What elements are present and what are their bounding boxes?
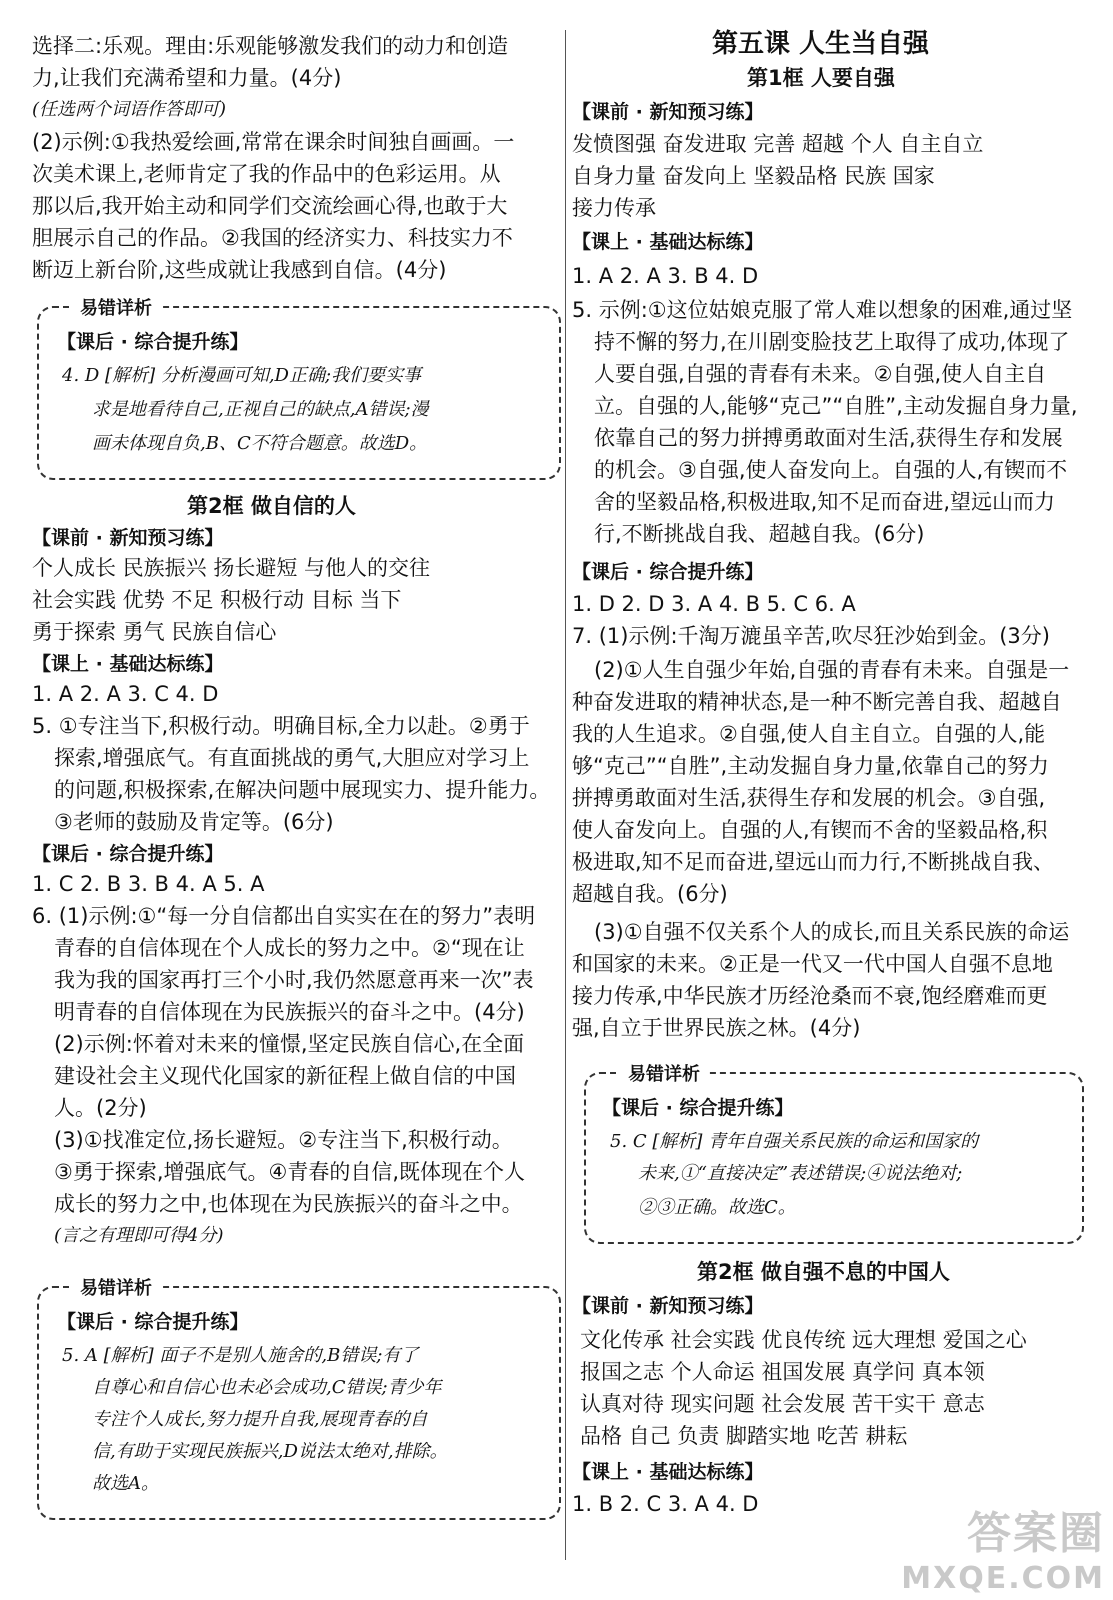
section-label: 【课后 · 综合提升练】 (602, 1097, 794, 1119)
answer-line: 种奋发进取的精神状态,是一种不断完善自我、超越自 (572, 690, 1062, 714)
section-label: 【课前 · 新知预习练】 (572, 1295, 764, 1317)
note-line: (任选两个词语作答即可) (32, 99, 227, 120)
answer-line: 拼搏勇敢面对生活,获得生存和发展的机会。③自强, (572, 786, 1046, 810)
answer-line: 的机会。③自强,使人奋发向上。自强的人,有锲而不 (594, 458, 1068, 482)
answer-line: 够“克己”“自胜”,主动发掘自身力量,依靠自己的努力 (572, 754, 1049, 778)
text-line: 选择二:乐观。理由:乐观能够激发我们的动力和创造 (32, 34, 509, 58)
note-line: (言之有理即可得4分) (54, 1225, 224, 1246)
section-label: 【课后 · 综合提升练】 (32, 843, 224, 865)
analysis-line: 专注个人成长,努力提升自我,展现青春的自 (92, 1409, 428, 1430)
keyword-row: 勇于探索 勇气 民族自信心 (32, 620, 277, 644)
text-line: 力,让我们充满希望和力量。(4分) (32, 66, 342, 90)
answer-line: 明青春的自信体现在为民族振兴的奋斗之中。(4分) (54, 1000, 525, 1024)
keyword-row: 认真对待 现实问题 社会发展 苦干实干 意志 (580, 1392, 985, 1416)
answer-line: 5. 示例:①这位姑娘克服了常人难以想象的困难,通过坚 (572, 298, 1073, 322)
answer-line: (3)①找准定位,扬长避短。②专注当下,积极行动。 (54, 1128, 513, 1152)
answer-line: (3)①自强不仅关系个人的成长,而且关系民族的命运 (594, 920, 1070, 944)
keyword-row: 社会实践 优势 不足 积极行动 目标 当下 (32, 588, 402, 612)
answer-line: ③老师的鼓励及肯定等。(6分) (54, 810, 334, 834)
answer-line: 我为我的国家再打三个小时,我仍然愿意再来一次”表 (54, 968, 534, 992)
section-label: 【课后 · 综合提升练】 (57, 1311, 249, 1333)
keyword-row: 文化传承 社会实践 优良传统 远大理想 爱国之心 (580, 1328, 1027, 1352)
analysis-line: ②③正确。故选C。 (638, 1197, 796, 1218)
section-label: 【课上 · 基础达标练】 (572, 231, 764, 253)
answer-line: 青春的自信体现在个人成长的努力之中。②“现在让 (54, 936, 525, 960)
answer-line: 建设社会主义现代化国家的新征程上做自信的中国 (54, 1064, 516, 1088)
answer-line: 1. A 2. A 3. C 4. D (32, 682, 219, 706)
text-line: (2)示例:①我热爱绘画,常常在课余时间独自画画。一 (32, 130, 515, 154)
answer-line: (2)示例:怀着对未来的憧憬,坚定民族自信心,在全面 (54, 1032, 525, 1056)
analysis-line: 信,有助于实现民族振兴,D说法太绝对,排除。 (92, 1441, 448, 1462)
analysis-line: 5. C [解析] 青年自强关系民族的命运和国家的 (610, 1131, 979, 1152)
answer-line: 1. A 2. A 3. B 4. D (572, 264, 759, 288)
analysis-line: 求是地看待自己,正视自己的缺点,A错误;漫 (92, 399, 429, 420)
text-line: 断迈上新台阶,这些成就让我感到自信。(4分) (32, 258, 447, 282)
answer-line: 1. C 2. B 3. B 4. A 5. A (32, 872, 265, 896)
answer-line: 依靠自己的努力拼搏勇敢面对生活,获得生存和发展 (594, 426, 1063, 450)
section-label: 【课前 · 新知预习练】 (572, 101, 764, 123)
analysis-line: 4. D [解析] 分析漫画可知,D正确;我们要实事 (62, 365, 422, 386)
section-label: 【课后 · 综合提升练】 (57, 331, 249, 353)
analysis-line: 5. A [解析] 面子不是别人施舍的,B错误;有了 (62, 1345, 419, 1366)
keyword-row: 接力传承 (572, 196, 656, 220)
answer-line: (2)①人生自强少年始,自强的青春有未来。自强是一 (594, 658, 1070, 682)
watermark-text: 答案圈 (967, 1508, 1105, 1559)
answer-line: 立。自强的人,能够“克己”“自胜”,主动发掘自身力量, (594, 394, 1078, 418)
answer-line: 接力传承,中华民族才历经沧桑而不衰,饱经磨难而更 (572, 984, 1048, 1008)
answer-line: 极进取,知不足而奋进,望远山而力行,不断挑战自我、 (572, 850, 1055, 874)
watermark (901, 1497, 1105, 1596)
analysis-line: 未来,①“直接决定”表述错误;④说法绝对; (638, 1163, 963, 1184)
answer-line: 和国家的未来。②正是一代又一代中国人自强不息地 (572, 952, 1053, 976)
section-label: 【课上 · 基础达标练】 (572, 1461, 764, 1483)
answer-line: 5. ①专注当下,积极行动。明确目标,全力以赴。②勇于 (32, 714, 530, 738)
keyword-row: 发愤图强 奋发进取 完善 超越 个人 自主自立 (572, 132, 984, 156)
answer-line: 人。(2分) (54, 1096, 147, 1120)
answer-line: 人要自强,自强的青春有未来。②自强,使人自主自 (594, 362, 1047, 386)
keyword-row: 自身力量 奋发向上 坚毅品格 民族 国家 (572, 164, 935, 188)
answer-line: 探索,增强底气。有直面挑战的勇气,大胆应对学习上 (54, 746, 530, 770)
text-line: 胆展示自己的作品。②我国的经济实力、科技实力不 (32, 226, 513, 250)
error-analysis-header: 易错详析 (72, 294, 160, 320)
answer-line: 持不懈的努力,在川剧变脸技艺上取得了成功,体现了 (594, 330, 1070, 354)
answer-line: 7. (1)示例:千淘万漉虽辛苦,吹尽狂沙始到金。(3分) (572, 624, 1050, 648)
watermark-url: MXQE.COM (901, 1561, 1105, 1596)
answer-line: ③勇于探索,增强底气。④青春的自信,既体现在个人 (54, 1160, 526, 1184)
column-divider (565, 30, 566, 1560)
keyword-row: 个人成长 民族振兴 扬长避短 与他人的交往 (32, 556, 431, 580)
answer-line: 1. D 2. D 3. A 4. B 5. C 6. A (572, 592, 856, 616)
section-label: 【课上 · 基础达标练】 (32, 653, 224, 675)
analysis-line: 故选A。 (92, 1473, 159, 1494)
answer-line: 超越自我。(6分) (572, 882, 728, 906)
analysis-line: 画未体现自负,B、C不符合题意。故选D。 (92, 433, 428, 454)
lesson-title: 第五课 人生当自强 (712, 29, 930, 59)
answer-line: 我的人生追求。②自强,使人自主自立。自强的人,能 (572, 722, 1046, 746)
keyword-row: 品格 自己 负责 脚踏实地 吃苦 耕耘 (580, 1424, 908, 1448)
answer-line: 的问题,积极探索,在解决问题中展现实力、提升能力。 (54, 778, 551, 802)
error-analysis-header: 易错详析 (72, 1274, 160, 1300)
frame-title: 第2框 做自强不息的中国人 (697, 1260, 950, 1284)
text-line: 次美术课上,老师肯定了我的作品中的色彩运用。从 (32, 162, 501, 186)
answer-line: 1. B 2. C 3. A 4. D (572, 1492, 759, 1516)
section-label: 【课前 · 新知预习练】 (32, 527, 224, 549)
section-label: 【课后 · 综合提升练】 (572, 561, 764, 583)
frame-title: 第1框 人要自强 (747, 66, 895, 90)
answer-line: 强,自立于世界民族之林。(4分) (572, 1016, 861, 1040)
text-line: 那以后,我开始主动和同学们交流绘画心得,也敢于大 (32, 194, 508, 218)
answer-line: 成长的努力之中,也体现在为民族振兴的奋斗之中。 (54, 1192, 523, 1216)
keyword-row: 报国之志 个人命运 祖国发展 真学问 真本领 (580, 1360, 985, 1384)
answer-line: 6. (1)示例:①“每一分自信都出自实实在在的努力”表明 (32, 904, 536, 928)
answer-line: 行,不断挑战自我、超越自我。(6分) (594, 522, 925, 546)
answer-line: 使人奋发向上。自强的人,有锲而不舍的坚毅品格,积 (572, 818, 1048, 842)
answer-line: 舍的坚毅品格,积极进取,知不足而奋进,望远山而力 (594, 490, 1056, 514)
error-analysis-header: 易错详析 (620, 1060, 708, 1086)
frame-title: 第2框 做自信的人 (187, 494, 356, 518)
analysis-line: 自尊心和自信心也未必会成功,C错误;青少年 (92, 1377, 442, 1398)
